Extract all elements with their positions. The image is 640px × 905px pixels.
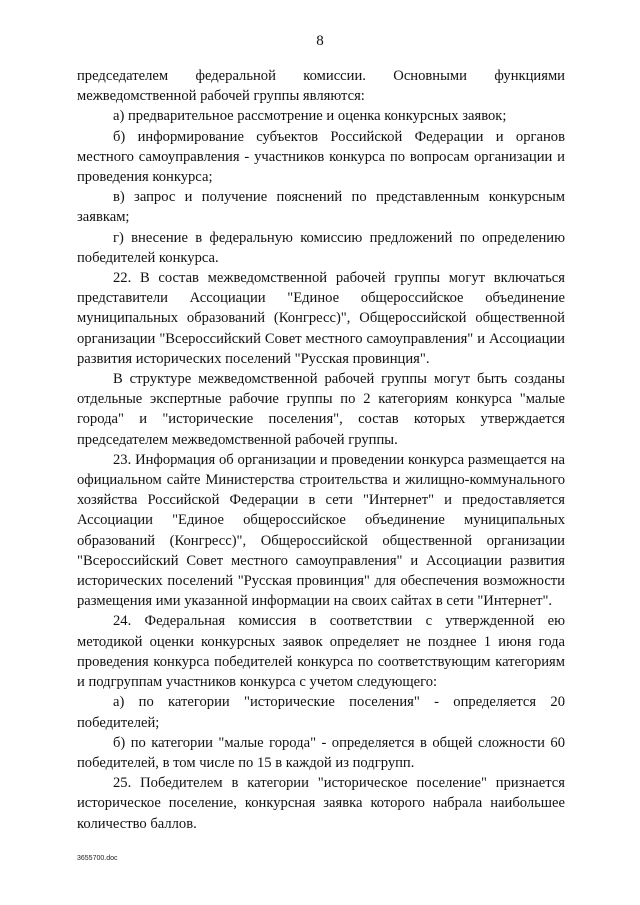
paragraph-23: 23. Информация об организации и проведении конкурса размещается на официальном сайте Министерства строительства и жилищно-коммунального хозяйства Российской Федерации в сети "Интернет" и предоставляется Ассоциации "Единое общероссийское объединение муниципальных образований (Конгресс)", Общероссийской общественной организации "Всероссийский Совет местного самоуправления" и Ассоциации развития исторических поселений "Русская провинция" для обеспечения возможности размещения ими указанной информации на своих сайтах в сети "Интернет". (77, 451, 565, 610)
paragraph-24-item-a: а) по категории "исторические поселения" - определяется 20 победителей; (77, 694, 565, 731)
paragraph-22-expert-groups: В структуре межведомственной рабочей группы могут быть созданы отдельные экспертные рабочие группы по 2 категориям конкурса "малые города" и "исторические поселения", состав которых утверждается председателем межведомственной рабочей группы. (77, 371, 565, 448)
paragraph-item-g: г) внесение в федеральную комиссию предложений по определению победителей конкурса. (77, 229, 565, 266)
paragraph-24-item-b: б) по категории "малые города" - определяется в общей сложности 60 победителей, в том числе по 15 в каждой из подгрупп. (77, 734, 565, 771)
paragraph-24: 24. Федеральная комиссия в соответствии с утвержденной ею методикой оценки конкурсных заявок определяет не позднее 1 июня года проведения конкурса победителей конкурса по соответствующим категориям и подгруппам участников конкурса с учетом следующего: (77, 613, 565, 691)
page-number: 8 (316, 33, 324, 49)
document-body (77, 66, 565, 834)
paragraph-25: 25. Победителем в категории "историческое поселение" признается историческое поселение, конкурсная заявка которого набрала наибольшее количество баллов. (77, 775, 565, 832)
paragraph-item-a: а) предварительное рассмотрение и оценка конкурсных заявок; (113, 108, 507, 125)
paragraph-22: 22. В состав межведомственной рабочей группы могут включаться представители Ассоциации "Единое общероссийское объединение муниципальных образований (Конгресс)", Общероссийской общественной организации "Всероссийский Совет местного самоуправления" и Ассоциации развития исторических поселений "Русская провинция". (77, 270, 565, 367)
paragraph-item-b: б) информирование субъектов Российской Федерации и органов местного самоуправления - участников конкурса по вопросам организации и проведения конкурса; (77, 128, 565, 186)
footer-file-reference: 3655700.doc (77, 855, 118, 862)
paragraph-item-v: в) запрос и получение пояснений по представленным конкурсным заявкам; (77, 189, 565, 226)
paragraph-commission-intro: председателем федеральной комиссии. Основными функциями межведомственной рабочей группы являются: (77, 68, 565, 105)
